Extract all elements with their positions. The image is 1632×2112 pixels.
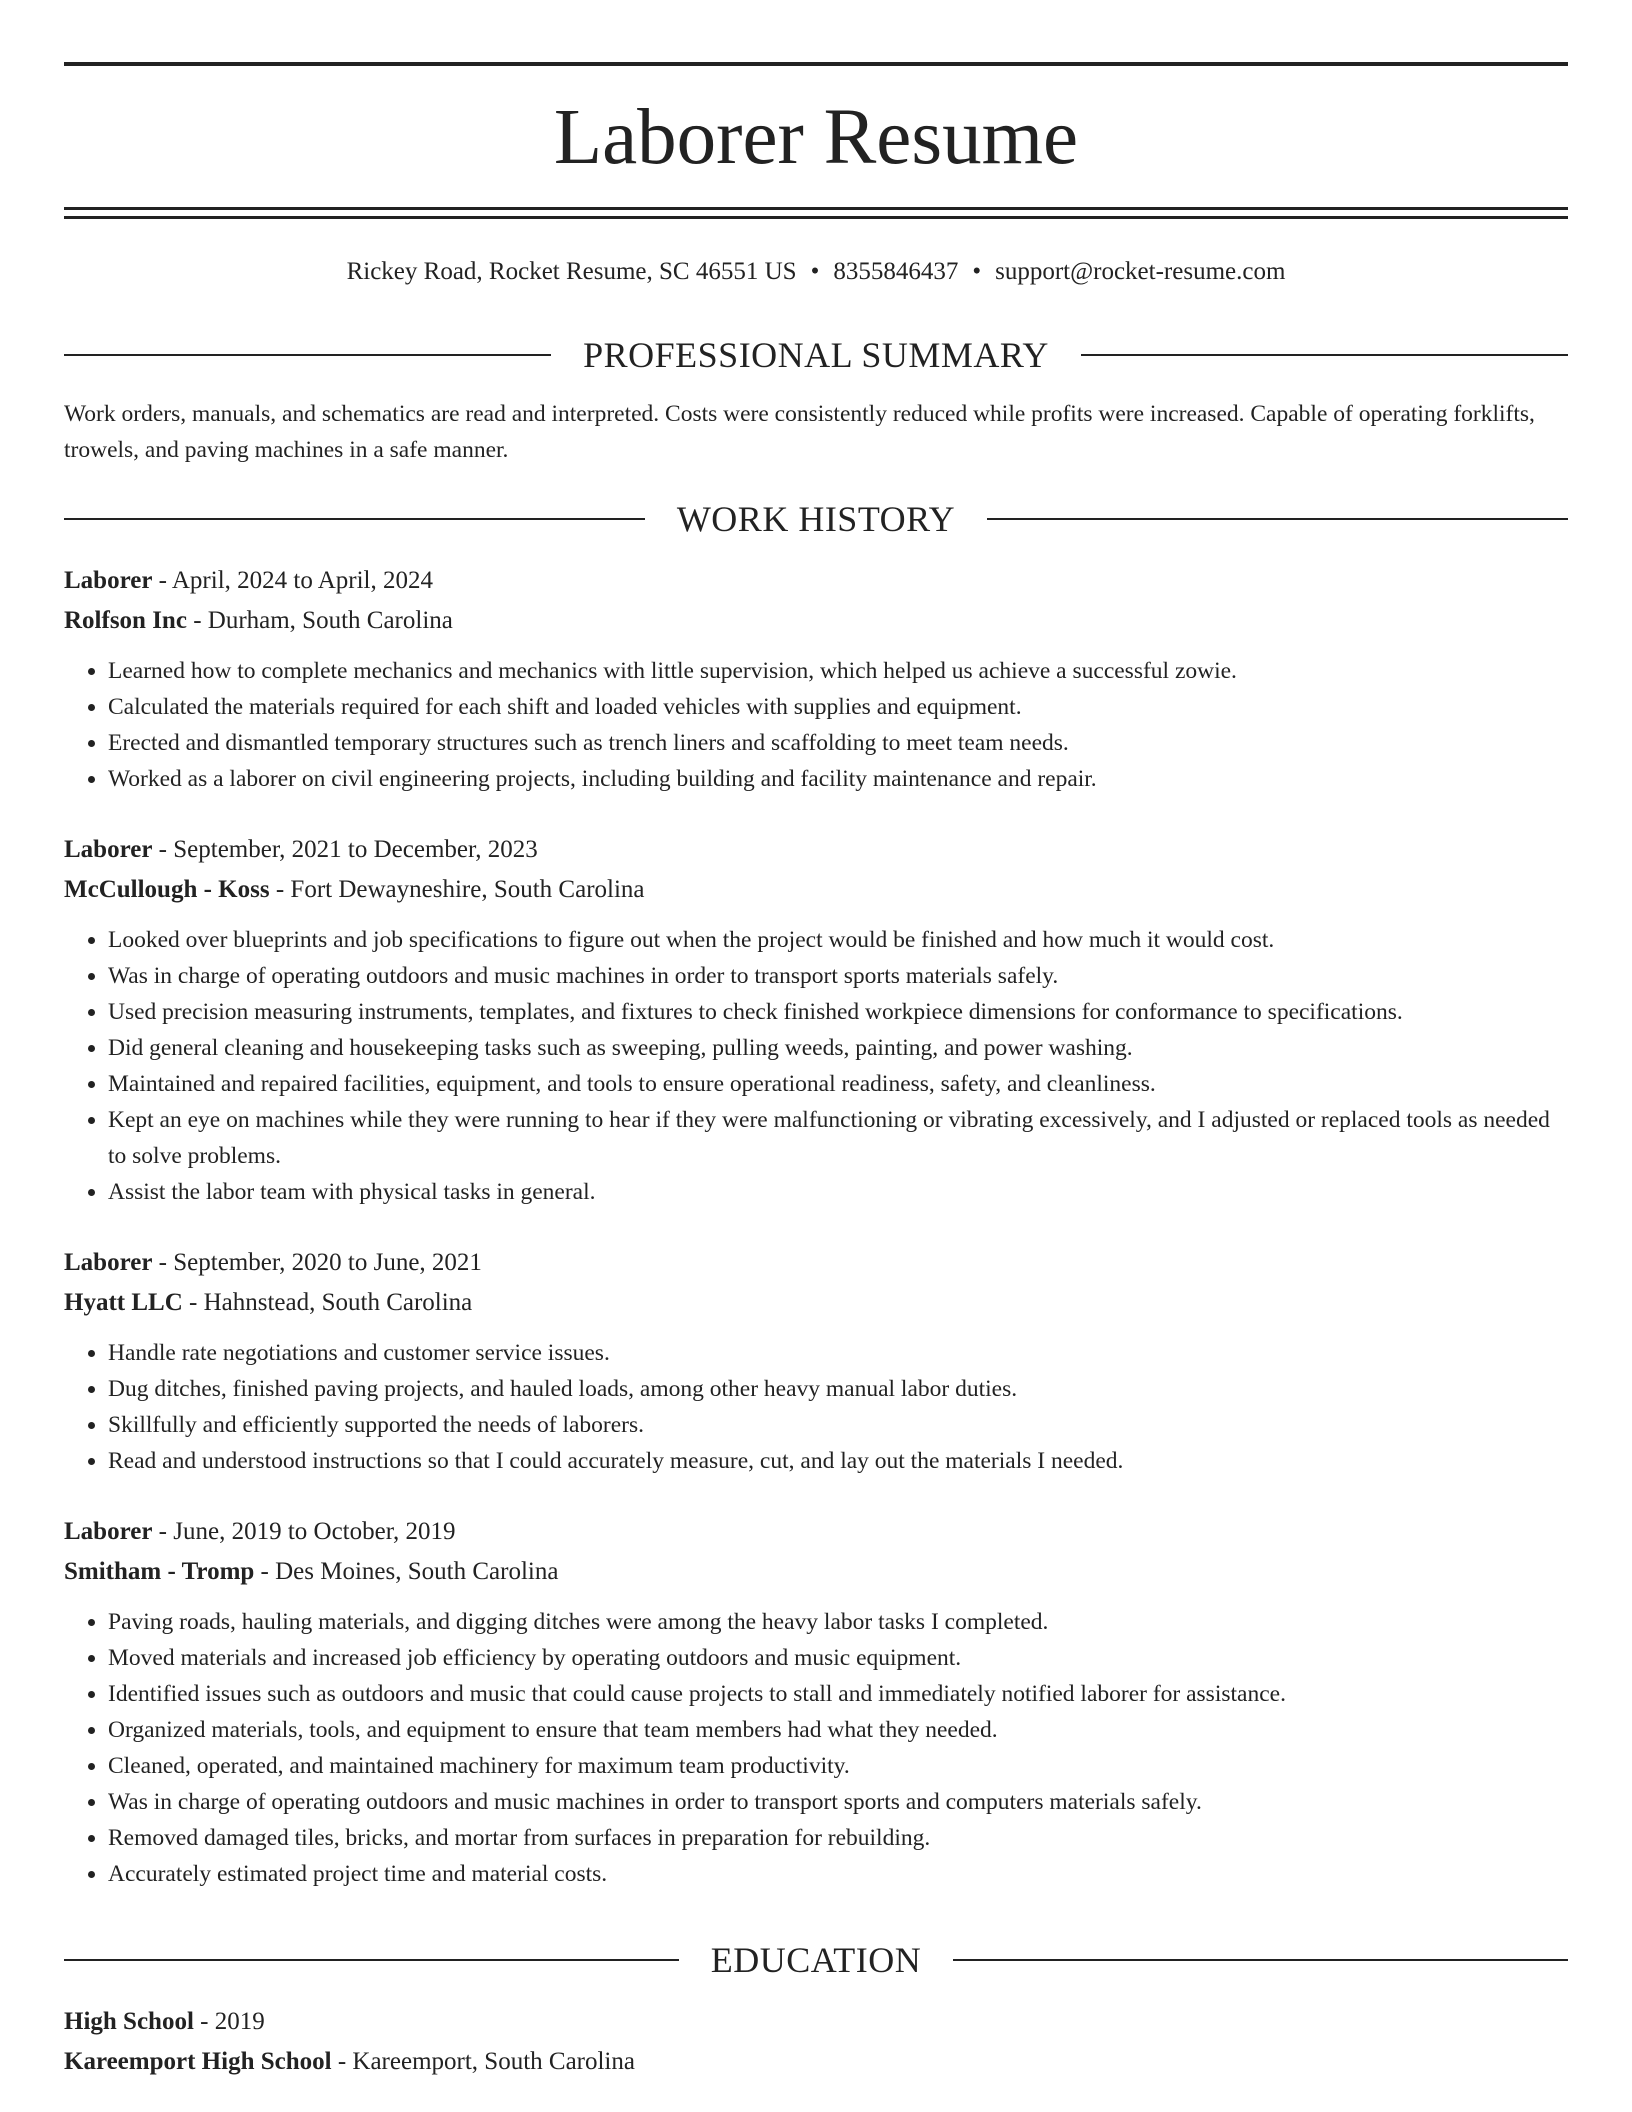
education-degree: High School	[64, 2008, 194, 2035]
job-bullet: • Identified issues such as outdoors and music that could cause projects to stall and immediately notified laborer for assistance.	[108, 1676, 1568, 1712]
job-bullet: • Calculated the materials required for each shift and loaded vehicles with supplies and equipment.	[108, 689, 1568, 725]
job-bullet: • Paving roads, hauling materials, and digging ditches were among the heavy labor tasks I completed.	[108, 1604, 1568, 1640]
contact-address: Rickey Road, Rocket Resume, SC 46551 US	[346, 258, 797, 285]
job-bullet: • Moved materials and increased job efficiency by operating outdoors and music equipment.	[108, 1640, 1568, 1676]
section-rule	[1081, 354, 1568, 356]
education-year: - 2019	[193, 2008, 265, 2035]
job-bullet-list	[64, 1604, 1568, 1892]
section-rule	[64, 354, 551, 356]
job-company: Hyatt LLC	[64, 1289, 183, 1316]
education-entry	[64, 2002, 1568, 2082]
job-bullet: • Erected and dismantled temporary structures such as trench liners and scaffolding to meet team needs.	[108, 725, 1568, 761]
job-bullet: • Assist the labor team with physical tasks in general.	[108, 1174, 1568, 1210]
section-rule	[64, 1959, 679, 1961]
job-bullet: • Removed damaged tiles, bricks, and mortar from surfaces in preparation for rebuilding.	[108, 1820, 1568, 1856]
job-bullet: • Handle rate negotiations and customer service issues.	[108, 1335, 1568, 1371]
job-bullet: • Kept an eye on machines while they were running to hear if they were malfunctioning or vibrating excessively, and I adjusted or replaced tools as needed to solve problems.	[108, 1102, 1568, 1174]
job-entry	[64, 1512, 1568, 1892]
job-bullet: • Cleaned, operated, and maintained machinery for maximum team productivity.	[108, 1748, 1568, 1784]
job-bullet: • Maintained and repaired facilities, equipment, and tools to ensure operational readiness, safety, and cleanliness.	[108, 1066, 1568, 1102]
resume-title: Laborer Resume	[553, 94, 1079, 181]
section-title: WORK HISTORY	[676, 499, 956, 539]
education-school: Kareemport High School	[64, 2048, 332, 2075]
job-bullet: • Dug ditches, finished paving projects, and hauled loads, among other heavy manual labor duties.	[108, 1371, 1568, 1407]
job-dates: - September, 2021 to December, 2023	[152, 836, 538, 863]
section-title: EDUCATION	[710, 1940, 922, 1980]
section-heading-summary	[64, 330, 1568, 380]
job-location: - Des Moines, South Carolina	[254, 1558, 559, 1585]
job-dates: - April, 2024 to April, 2024	[152, 567, 433, 594]
job-company: McCullough - Koss	[64, 876, 270, 903]
job-bullet-list	[64, 922, 1568, 1210]
job-title: Laborer	[64, 836, 153, 863]
job-dates: - June, 2019 to October, 2019	[152, 1518, 456, 1545]
section-rule	[987, 518, 1568, 520]
job-location: - Fort Dewayneshire, South Carolina	[269, 876, 645, 903]
section-rule	[64, 518, 645, 520]
job-bullet: • Did general cleaning and housekeeping tasks such as sweeping, pulling weeds, painting, and power washing.	[108, 1030, 1568, 1066]
section-title: PROFESSIONAL SUMMARY	[583, 335, 1049, 375]
professional-summary-text: Work orders, manuals, and schematics are read and interpreted. Costs were consistently reduced while profits were increased. Capable of operating forklifts, trowels, and paving machines in a safe manner.	[64, 401, 1535, 463]
job-bullet: • Used precision measuring instruments, templates, and fixtures to check finished workpiece dimensions for conformance to specifications.	[108, 994, 1568, 1030]
job-dates: - September, 2020 to June, 2021	[152, 1249, 482, 1276]
header-top-rule	[64, 62, 1568, 66]
job-company: Rolfson Inc	[64, 607, 187, 634]
job-bullet: • Skillfully and efficiently supported the needs of laborers.	[108, 1407, 1568, 1443]
job-bullet-list	[64, 1335, 1568, 1479]
job-title: Laborer	[64, 567, 153, 594]
job-bullet: • Learned how to complete mechanics and mechanics with little supervision, which helped us achieve a successful zowie.	[108, 653, 1568, 689]
job-company: Smitham - Tromp	[64, 1558, 255, 1585]
job-bullet: • Was in charge of operating outdoors and music machines in order to transport sports materials safely.	[108, 958, 1568, 994]
header-double-rule	[64, 207, 1568, 219]
job-bullet: • Worked as a laborer on civil engineering projects, including building and facility maintenance and repair.	[108, 761, 1568, 797]
contact-phone: 8355846437	[833, 258, 959, 285]
job-title: Laborer	[64, 1249, 153, 1276]
job-bullet: • Organized materials, tools, and equipment to ensure that team members had what they needed.	[108, 1712, 1568, 1748]
job-location: - Durham, South Carolina	[186, 607, 453, 634]
section-heading-work-history	[64, 494, 1568, 544]
job-title: Laborer	[64, 1518, 153, 1545]
section-rule	[953, 1959, 1568, 1961]
job-location: - Hahnstead, South Carolina	[182, 1289, 473, 1316]
job-entry	[64, 561, 1568, 797]
contact-email: support@rocket-resume.com	[995, 258, 1286, 285]
job-bullet: • Was in charge of operating outdoors and music machines in order to transport sports and computers materials safely.	[108, 1784, 1568, 1820]
job-entry	[64, 830, 1568, 1210]
contact-separator: •	[972, 258, 982, 285]
contact-separator: •	[810, 258, 820, 285]
job-bullet: • Accurately estimated project time and material costs.	[108, 1856, 1568, 1892]
job-bullet: • Looked over blueprints and job specifications to figure out when the project would be finished and how much it would cost.	[108, 922, 1568, 958]
contact-line	[64, 252, 1568, 292]
job-entry	[64, 1243, 1568, 1479]
job-bullet: • Read and understood instructions so that I could accurately measure, cut, and lay out the materials I needed.	[108, 1443, 1568, 1479]
education-location: - Kareemport, South Carolina	[331, 2048, 635, 2075]
section-heading-education	[64, 1935, 1568, 1985]
job-bullet-list	[64, 653, 1568, 797]
